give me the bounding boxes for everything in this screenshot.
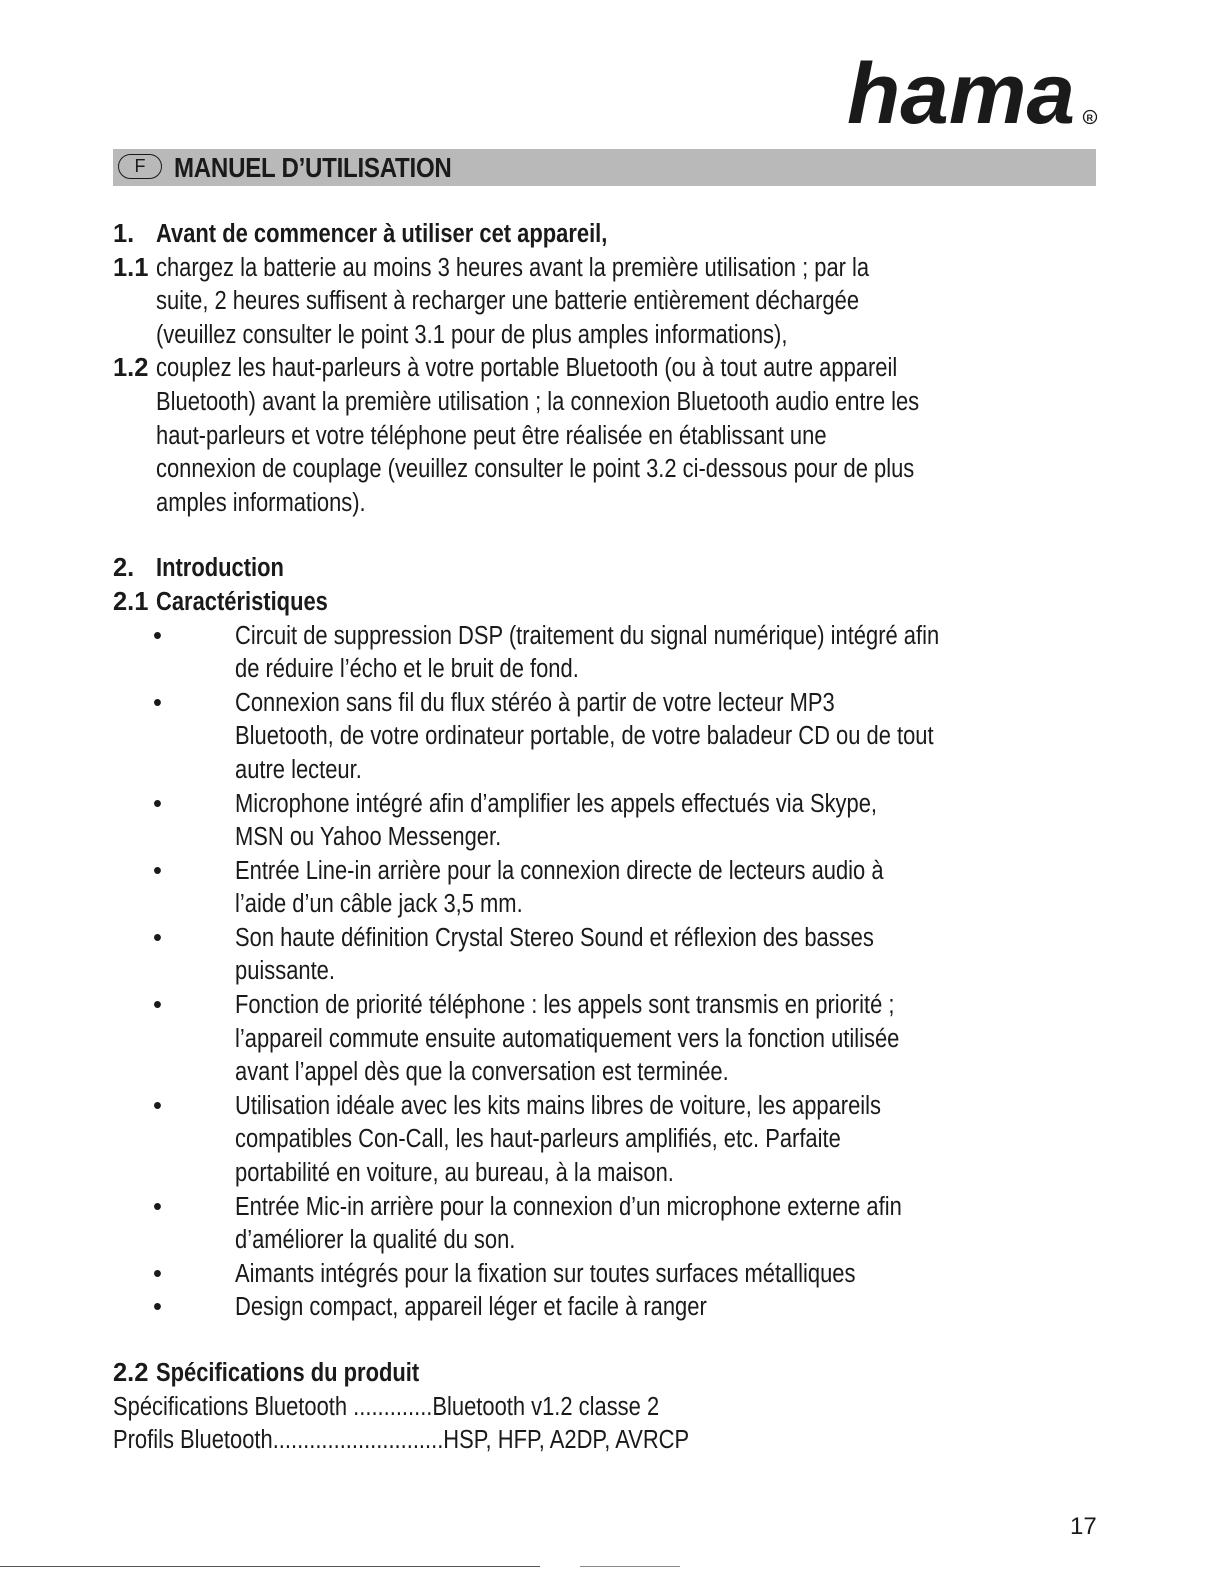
text-line: Connexion sans fil du flux stéréo à partir de votre lecteur MP3 <box>235 688 835 717</box>
item-1-2 <box>113 352 1098 520</box>
subsection-number: 2.2 <box>113 1359 149 1387</box>
text-line: MSN ou Yahoo Messenger. <box>235 823 502 852</box>
list-item <box>153 788 1098 855</box>
spec-row <box>113 1424 1098 1458</box>
subsection-2-2-heading <box>113 1357 1098 1391</box>
text-line: Aimants intégrés pour la fixation sur toutes surfaces métalliques <box>235 1259 856 1288</box>
text-line: portabilité en voiture, au bureau, à la maison. <box>235 1159 674 1188</box>
list-item <box>153 1191 1098 1258</box>
feature-list <box>113 620 1098 1325</box>
bullet-icon: • <box>153 688 162 717</box>
list-item <box>153 922 1098 989</box>
text-line: puissante. <box>235 957 335 986</box>
spec-label: Spécifications Bluetooth <box>113 1392 354 1421</box>
bullet-icon: • <box>153 991 162 1020</box>
page-title: MANUEL D’UTILISATION <box>174 152 452 183</box>
list-item <box>153 687 1098 788</box>
section-number: 2. <box>113 554 135 583</box>
language-badge: F <box>118 154 162 179</box>
text-line: d’améliorer la qualité du son. <box>235 1226 516 1255</box>
manual-header-bar <box>113 149 1096 186</box>
section-number: 1. <box>113 220 135 248</box>
page-number: 17 <box>1070 1513 1097 1540</box>
text-line: Circuit de suppression DSP (traitement du signal numérique) intégré afin <box>235 621 940 650</box>
text-line: Bluetooth) avant la première utilisation ; la connexion Bluetooth audio entre les <box>156 387 920 416</box>
footer-rule <box>0 1566 540 1567</box>
spec-leader-dots: ............................ <box>272 1426 444 1455</box>
bullet-icon: • <box>153 789 162 818</box>
subsection-number: 2.1 <box>113 587 149 616</box>
logo-wordmark: hama <box>847 55 1075 135</box>
text-line: chargez la batterie au moins 3 heures avant la première utilisation ; par la <box>156 253 870 282</box>
section-1-heading <box>113 218 1098 252</box>
text-line: amples informations). <box>156 488 366 517</box>
text-line: haut-parleurs et votre téléphone peut être réalisée en établissant une <box>156 421 827 450</box>
subsection-2-1-heading <box>113 586 1098 620</box>
list-item <box>153 1291 1098 1325</box>
section-title: Avant de commencer à utiliser cet appareil, <box>156 220 608 248</box>
text-line: l’appareil commute ensuite automatiquement vers la fonction utilisée <box>235 1024 900 1053</box>
list-item <box>153 1258 1098 1292</box>
text-line: Entrée Mic-in arrière pour la connexion d’un microphone externe afin <box>235 1192 902 1221</box>
text-line: compatibles Con-Call, les haut-parleurs amplifiés, etc. Parfaite <box>235 1125 841 1154</box>
item-number: 1.1 <box>113 253 149 282</box>
spec-value: Bluetooth v1.2 classe 2 <box>432 1392 660 1421</box>
bullet-icon: • <box>153 856 162 885</box>
bullet-icon: • <box>153 1293 162 1322</box>
list-item <box>153 989 1098 1090</box>
text-line: Fonction de priorité téléphone : les appels sont transmis en priorité ; <box>235 991 895 1020</box>
bullet-icon: • <box>153 621 162 650</box>
spec-row <box>113 1391 1098 1425</box>
text-line: Bluetooth, de votre ordinateur portable, de votre baladeur CD ou de tout <box>235 722 934 751</box>
list-item <box>153 855 1098 922</box>
bullet-icon: • <box>153 1259 162 1288</box>
text-line: Utilisation idéale avec les kits mains libres de voiture, les appareils <box>235 1091 882 1120</box>
text-line: avant l’appel dès que la conversation est terminée. <box>235 1058 729 1087</box>
text-line: Microphone intégré afin d’amplifier les appels effectués via Skype, <box>235 789 878 818</box>
text-line: Design compact, appareil léger et facile à ranger <box>235 1293 707 1322</box>
text-line: de réduire l’écho et le bruit de fond. <box>235 655 579 684</box>
text-line: suite, 2 heures suffisent à recharger une batterie entièrement déchargée <box>156 287 860 316</box>
text-line: autre lecteur. <box>235 755 362 784</box>
manual-content <box>113 218 1098 1458</box>
spec-table <box>113 1391 1098 1458</box>
hama-logo <box>845 55 1105 135</box>
text-line: l’aide d’un câble jack 3,5 mm. <box>235 890 523 919</box>
spec-label: Profils Bluetooth <box>113 1426 273 1455</box>
spec-value: HSP, HFP, A2DP, AVRCP <box>443 1426 690 1455</box>
text-line: Entrée Line-in arrière pour la connexion directe de lecteurs audio à <box>235 856 884 885</box>
bullet-icon: • <box>153 923 162 952</box>
svg-text:R: R <box>1086 113 1093 123</box>
section-2-heading <box>113 552 1098 586</box>
spec-leader-dots: ............. <box>353 1392 433 1421</box>
bullet-icon: • <box>153 1091 162 1120</box>
text-line: connexion de couplage (veuillez consulter le point 3.2 ci-dessous pour de plus <box>156 455 915 484</box>
list-item <box>153 1090 1098 1191</box>
text-line: (veuillez consulter le point 3.1 pour de plus amples informations), <box>156 320 788 349</box>
item-number: 1.2 <box>113 354 149 383</box>
footer-rule <box>580 1566 680 1567</box>
subsection-title: Caractéristiques <box>156 587 328 616</box>
hama-logo-graphic <box>845 55 1105 135</box>
item-1-1 <box>113 252 1098 353</box>
subsection-title: Spécifications du produit <box>156 1359 420 1387</box>
text-line: couplez les haut-parleurs à votre portable Bluetooth (ou à tout autre appareil <box>156 354 898 383</box>
text-line: Son haute définition Crystal Stereo Sound et réflexion des basses <box>235 923 874 952</box>
bullet-icon: • <box>153 1192 162 1221</box>
list-item <box>153 620 1098 687</box>
section-title: Introduction <box>156 554 284 583</box>
